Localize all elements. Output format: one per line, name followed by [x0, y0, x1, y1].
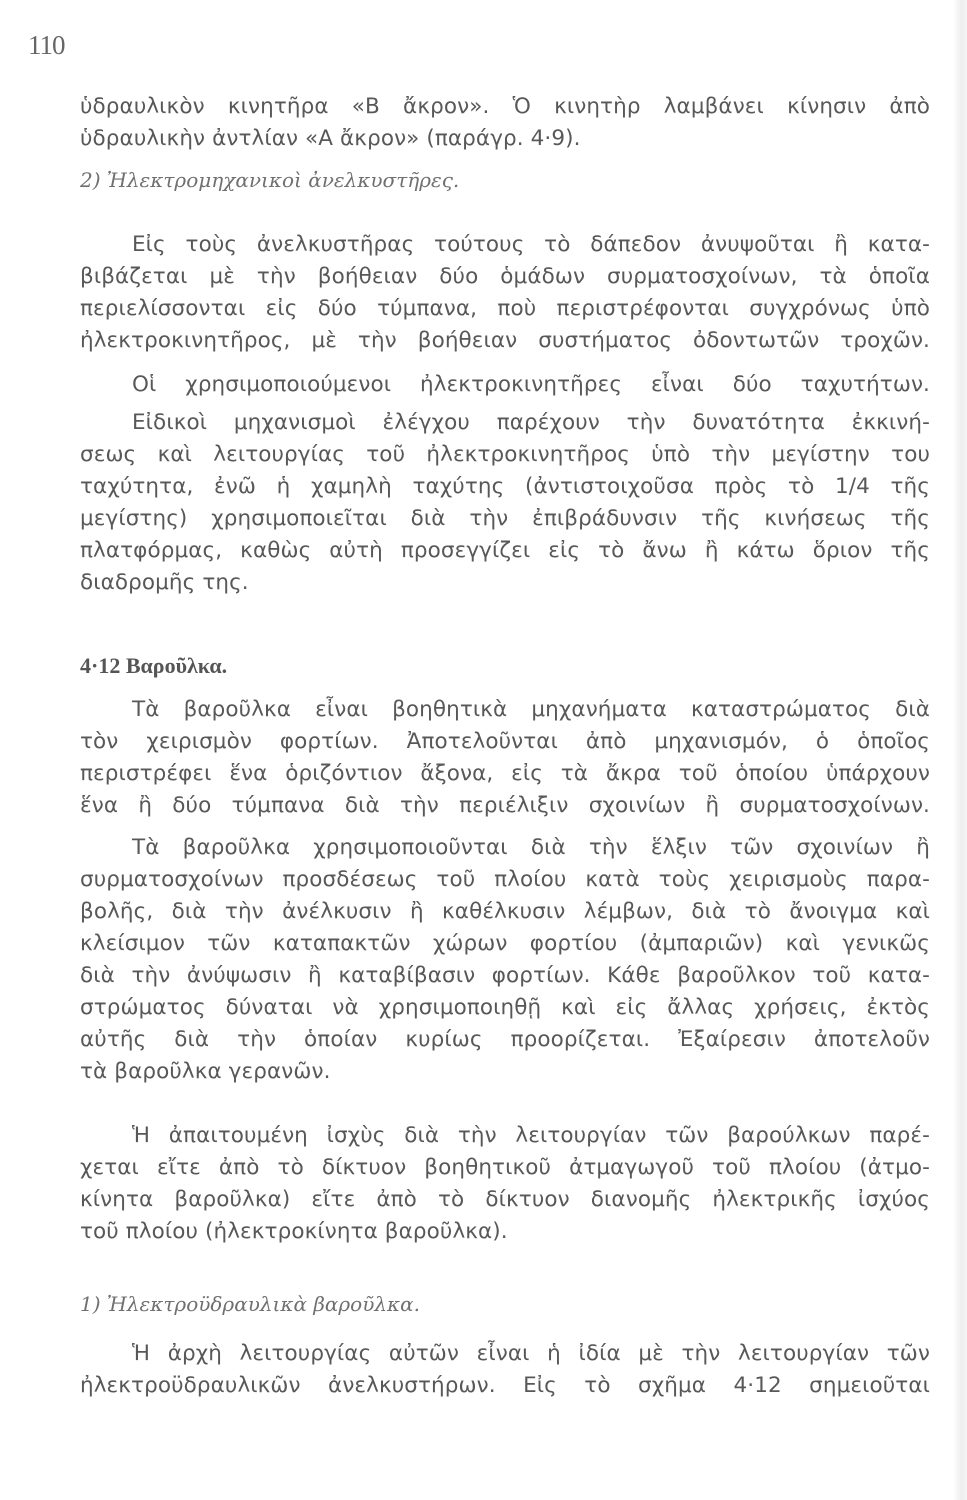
text-line: κίνητα βαροῦλκα) εἴτε ἀπὸ τὸ δίκτυον διανομῆς ἠλεκτρικῆς ἰσχύος	[80, 1187, 930, 1212]
text-line: αὐτῆς διὰ τὴν ὁποίαν κυρίως προορίζεται. Ἐξαίρεσιν ἀποτελοῦν	[80, 1027, 930, 1052]
text-line: ὑδραυλικὴν ἀντλίαν «Α ἄκρον» (παράγρ. 4·9).	[80, 126, 581, 151]
subsection-heading-electrohydraulic-winches: 1) Ἠλεκτροϋδραυλικὰ βαροῦλκα.	[80, 1292, 421, 1316]
text-line: ὑδραυλικὸν κινητῆρα «Β ἄκρον». Ὁ κινητὴρ λαμβάνει κίνησιν ἀπὸ	[80, 94, 930, 119]
text-line: διαδρομῆς της.	[80, 570, 249, 595]
text-line: τοῦ πλοίου (ἠλεκτροκίνητα βαροῦλκα).	[80, 1219, 508, 1244]
text-line: Εἰδικοὶ μηχανισμοὶ ἐλέγχου παρέχουν τὴν δυνατότητα ἐκκινή-	[132, 410, 930, 435]
text-line: ἕνα ἢ δύο τύμπανα διὰ τὴν περιέλιξιν σχοινίων ἢ συρματοσχοίνων.	[80, 793, 930, 818]
text-line: στρώματος δύναται νὰ χρησιμοποιηθῇ καὶ εἰς ἄλλας χρήσεις, ἐκτὸς	[80, 995, 930, 1020]
text-line: μεγίστης) χρησιμοποιεῖται διὰ τὴν ἐπιβράδυνσιν τῆς κινήσεως τῆς	[80, 506, 930, 531]
page-number: 110	[28, 30, 65, 60]
text-line: βολῆς, διὰ τὴν ἀνέλκυσιν ἢ καθέλκυσιν λέμβων, διὰ τὸ ἄνοιγμα καὶ	[80, 899, 930, 924]
text-line: χεται εἴτε ἀπὸ τὸ δίκτυον βοηθητικοῦ ἀτμαγωγοῦ τοῦ πλοίου (ἀτμο-	[80, 1155, 930, 1180]
text-line: διὰ τὴν ἀνύψωσιν ἢ καταβίβασιν φορτίων. Κάθε βαροῦλκον τοῦ κατα-	[80, 963, 930, 988]
section-heading-winches: 4·12 Βαροῦλκα.	[80, 653, 228, 678]
paragraph	[80, 407, 930, 599]
paragraph	[80, 369, 930, 401]
paragraph	[80, 832, 930, 1088]
paragraph	[80, 229, 930, 357]
paragraph	[80, 1338, 930, 1402]
text-line: τὰ βαροῦλκα γερανῶν.	[80, 1059, 331, 1084]
text-line: ταχύτητα, ἐνῶ ἡ χαμηλὴ ταχύτης (ἀντιστοιχοῦσα πρὸς τὸ 1/4 τῆς	[80, 474, 930, 499]
text-line: Ἡ ἀπαιτουμένη ἰσχὺς διὰ τὴν λειτουργίαν τῶν βαρούλκων παρέ-	[132, 1123, 930, 1148]
page-edge-shadow	[953, 0, 967, 1500]
text-line: ἠλεκτροϋδραυλικῶν ἀνελκυστήρων. Εἰς τὸ σχῆμα 4·12 σημειοῦται	[80, 1373, 930, 1398]
text-line: Τὰ βαροῦλκα χρησιμοποιοῦνται διὰ τὴν ἕλξιν τῶν σχοινίων ἢ	[132, 835, 930, 860]
text-line: συρματοσχοίνων προσδέσεως τοῦ πλοίου κατὰ τοὺς χειρισμοὺς παρα-	[80, 867, 930, 892]
text-line: Οἱ χρησιμοποιούμενοι ἠλεκτροκινητῆρες εἶναι δύο ταχυτήτων.	[132, 372, 930, 397]
text-line: τὸν χειρισμὸν φορτίων. Ἀποτελοῦνται ἀπὸ μηχανισμόν, ὁ ὁποῖος	[80, 729, 930, 754]
text-line: Τὰ βαροῦλκα εἶναι βοηθητικὰ μηχανήματα καταστρώματος διὰ	[132, 697, 930, 722]
text-line: Εἰς τοὺς ἀνελκυστῆρας τούτους τὸ δάπεδον ἀνυψοῦται ἢ κατα-	[132, 232, 930, 257]
text-line: σεως καὶ λειτουργίας τοῦ ἠλεκτροκινητῆρος ὑπὸ τὴν μεγίστην του	[80, 442, 930, 467]
subsection-heading-electromechanical-lifts: 2) Ἠλεκτρομηχανικοὶ ἀνελκυστῆρες.	[80, 168, 460, 192]
paragraph	[80, 694, 930, 822]
paragraph	[80, 1120, 930, 1248]
text-line: περιελίσσονται εἰς δύο τύμπανα, ποὺ περιστρέφονται συγχρόνως ὑπὸ	[80, 296, 930, 321]
text-line: βιβάζεται μὲ τὴν βοήθειαν δύο ὁμάδων συρματοσχοίνων, τὰ ὁποῖα	[80, 264, 930, 289]
intro-paragraph	[80, 91, 930, 155]
text-line: πλατφόρμας, καθὼς αὐτὴ προσεγγίζει εἰς τὸ ἄνω ἢ κάτω ὅριον τῆς	[80, 538, 930, 563]
text-line: κλείσιμον τῶν καταπακτῶν χώρων φορτίου (ἀμπαριῶν) καὶ γενικῶς	[80, 931, 930, 956]
text-line: περιστρέφει ἕνα ὁριζόντιον ἄξονα, εἰς τὰ ἄκρα τοῦ ὁποίου ὑπάρχουν	[80, 761, 930, 786]
text-line: Ἡ ἀρχὴ λειτουργίας αὐτῶν εἶναι ἡ ἰδία μὲ τὴν λειτουργίαν τῶν	[132, 1341, 930, 1366]
text-line: ἠλεκτροκινητῆρος, μὲ τὴν βοήθειαν συστήματος ὀδοντωτῶν τροχῶν.	[80, 328, 930, 353]
